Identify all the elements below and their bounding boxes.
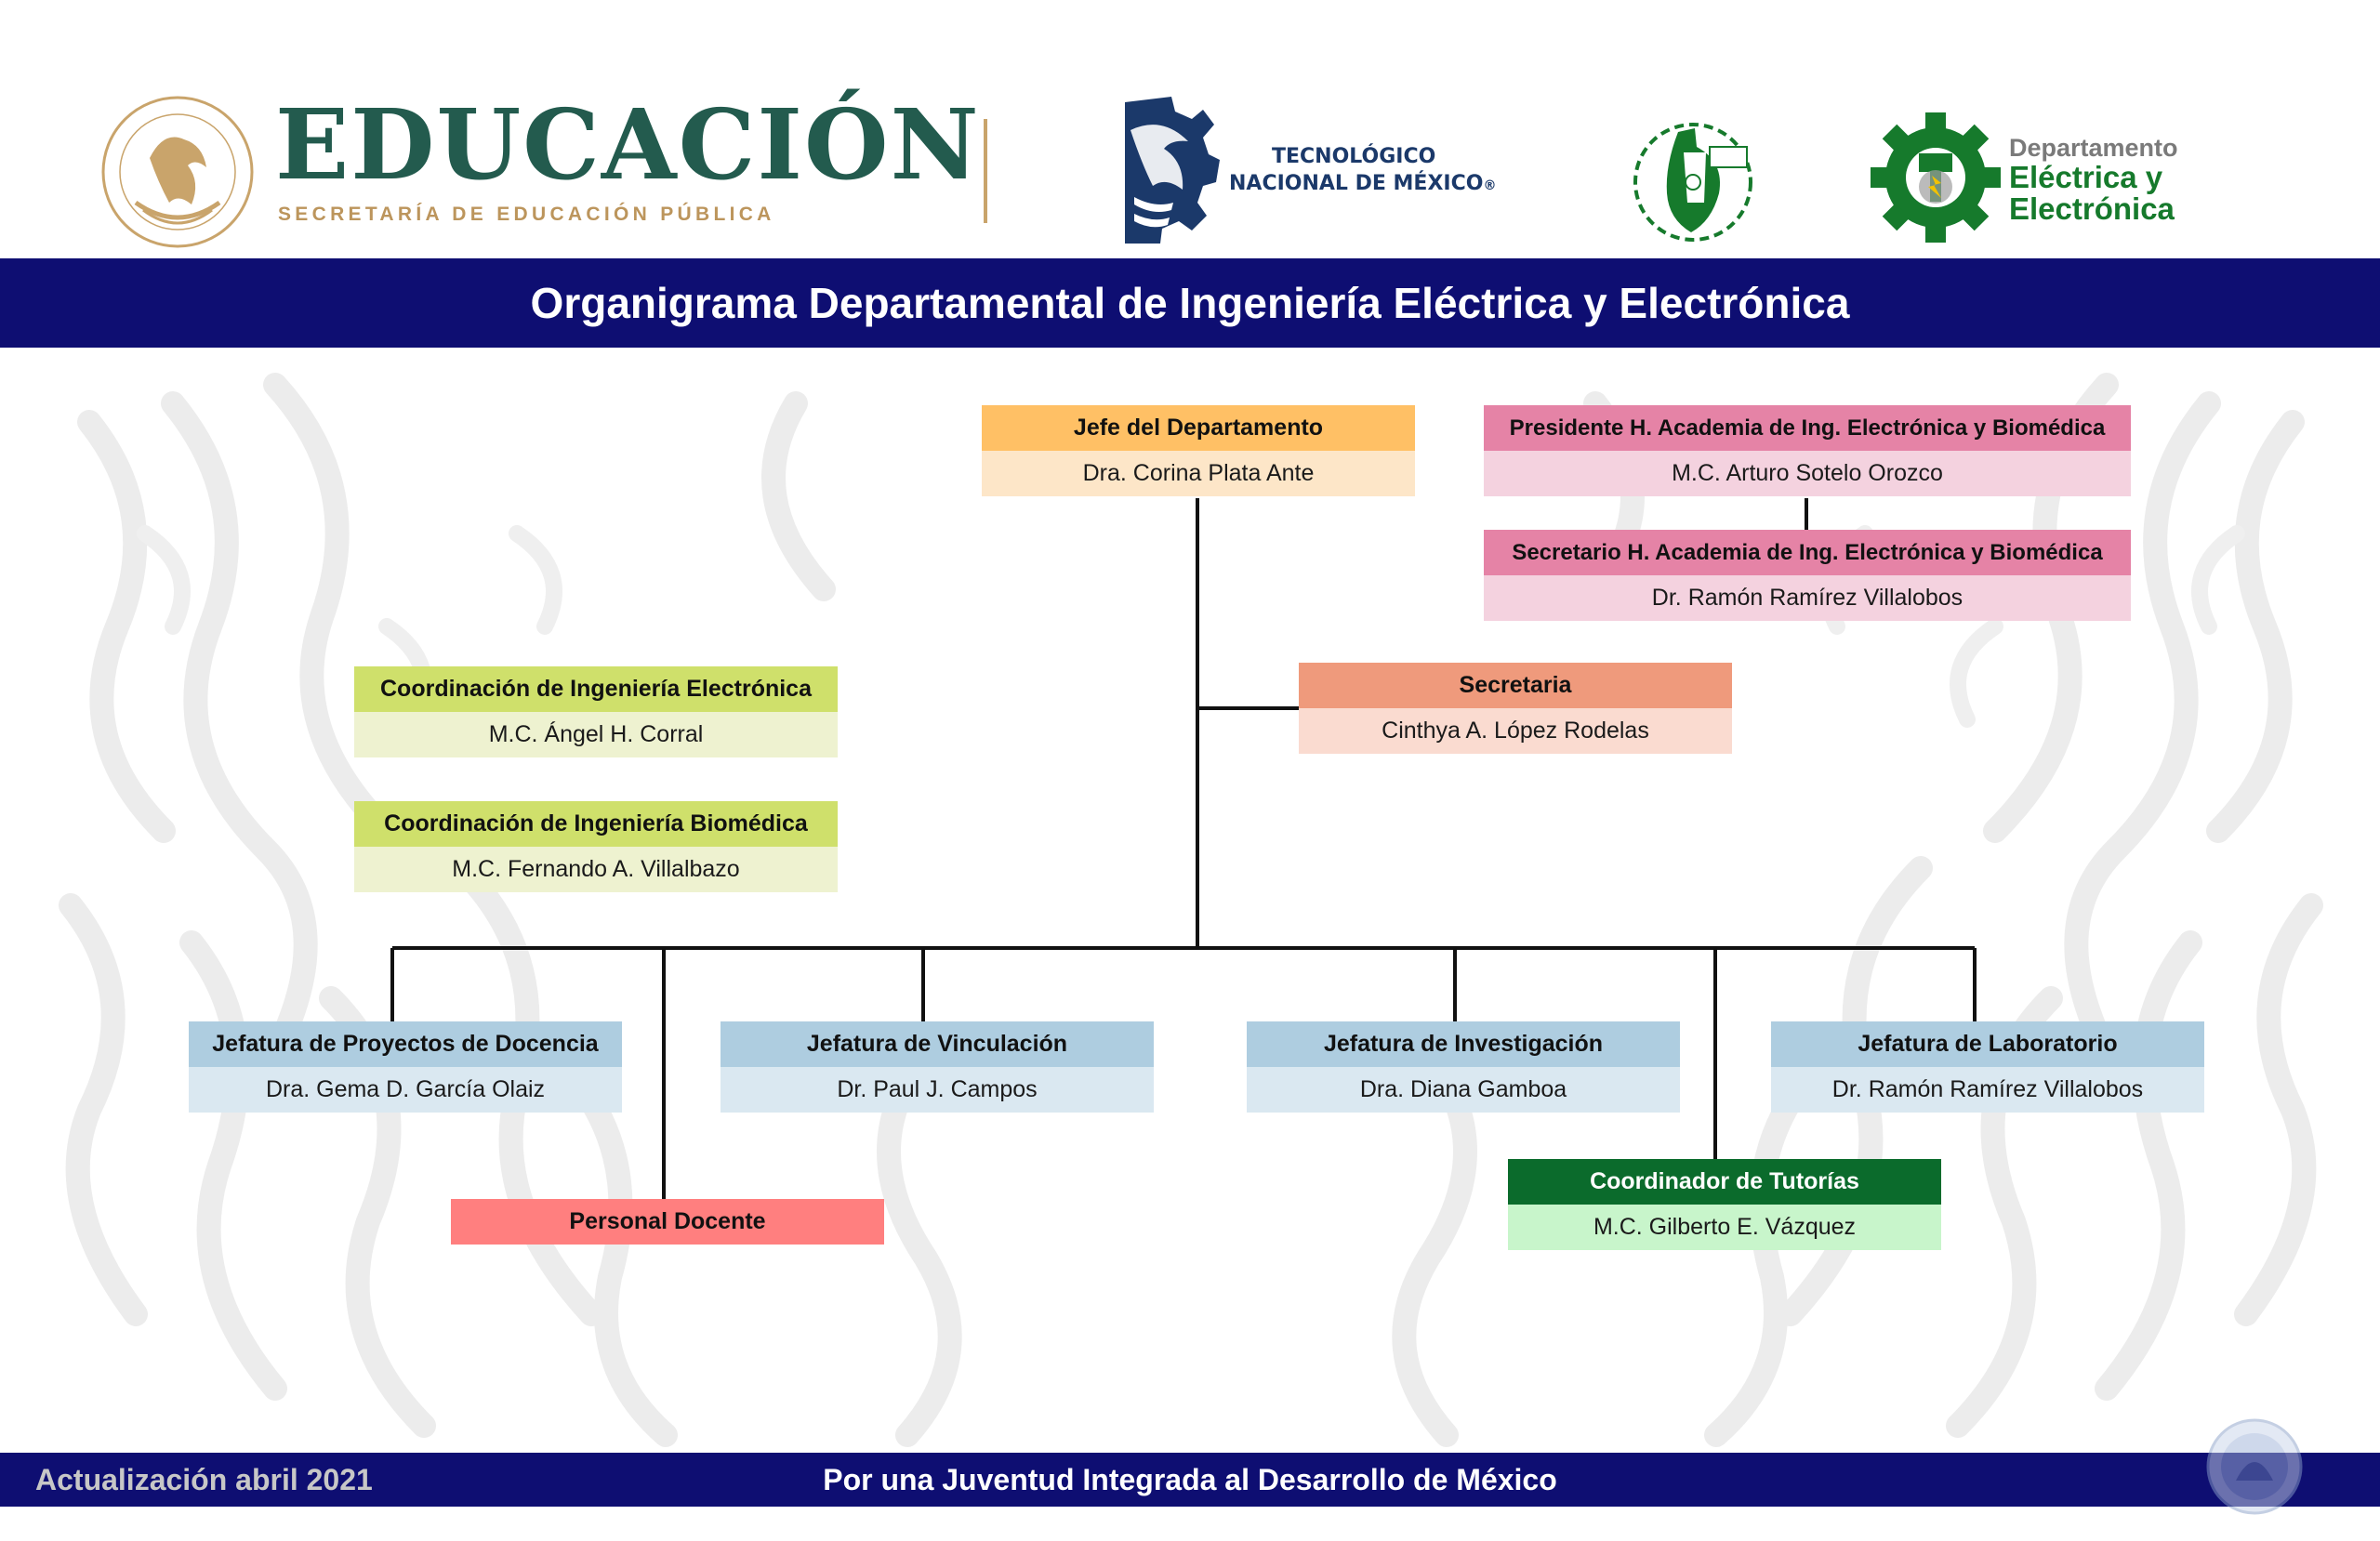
node-coordinacion-electronica — [354, 666, 838, 757]
node-role: Coordinación de Ingeniería Electrónica — [354, 666, 838, 712]
node-name: Dra. Diana Gamboa — [1247, 1067, 1680, 1113]
node-name: Dr. Ramón Ramírez Villalobos — [1484, 575, 2131, 621]
page-title: Organigrama Departamental de Ingeniería Eléctrica y Electrónica — [0, 258, 2380, 348]
node-jefatura-vinculacion — [721, 1021, 1154, 1113]
node-personal-docente — [451, 1199, 884, 1245]
node-coordinador-tutorias — [1508, 1159, 1941, 1250]
node-name: Dr. Ramón Ramírez Villalobos — [1771, 1067, 2204, 1113]
node-secretario-academia — [1484, 530, 2131, 621]
node-name: M.C. Ángel H. Corral — [354, 712, 838, 757]
node-role: Jefe del Departamento — [982, 405, 1415, 451]
node-role: Coordinación de Ingeniería Biomédica — [354, 801, 838, 847]
department-line-3: Electrónica — [2009, 191, 2175, 226]
node-role: Jefatura de Vinculación — [721, 1021, 1154, 1067]
node-coordinacion-biomedica — [354, 801, 838, 892]
education-wordmark: EDUCACIÓN — [275, 87, 981, 202]
tecnm-registered-mark: ® — [1483, 178, 1497, 193]
node-secretaria — [1299, 663, 1732, 754]
node-name: M.C. Gilberto E. Vázquez — [1508, 1205, 1941, 1250]
node-jefatura-docencia — [189, 1021, 622, 1113]
department-line-2: Eléctrica y — [2009, 160, 2163, 194]
node-role: Jefatura de Proyectos de Docencia — [189, 1021, 622, 1067]
node-role: Personal Docente — [451, 1199, 884, 1245]
footer-motto: Por una Juventud Integrada al Desarrollo de México — [823, 1463, 1557, 1496]
node-name: M.C. Arturo Sotelo Orozco — [1484, 451, 2131, 496]
node-jefatura-investigacion — [1247, 1021, 1680, 1113]
tecnm-line-1: TECNOLÓGICO — [1272, 145, 1436, 168]
node-role: Coordinador de Tutorías — [1508, 1159, 1941, 1205]
node-role: Jefatura de Laboratorio — [1771, 1021, 2204, 1067]
node-name: Dra. Gema D. García Olaiz — [189, 1067, 622, 1113]
node-jefatura-laboratorio — [1771, 1021, 2204, 1113]
education-subtitle: SECRETARÍA DE EDUCACIÓN PÚBLICA — [278, 204, 775, 225]
department-line-1: Departamento — [2009, 134, 2178, 162]
footer-updated: Actualización abril 2021 — [35, 1463, 373, 1496]
footer-band — [0, 1453, 2380, 1507]
node-role: Secretario H. Academia de Ing. Electrónica y Biomédica — [1484, 530, 2131, 575]
node-name: M.C. Fernando A. Villalbazo — [354, 847, 838, 892]
node-name: Dra. Corina Plata Ante — [982, 451, 1415, 496]
institution-emblem-icon — [2203, 1416, 2306, 1518]
tecnm-line-2: NACIONAL DE MÉXICO — [1229, 172, 1484, 195]
node-role: Presidente H. Academia de Ing. Electrónica y Biomédica — [1484, 405, 2131, 451]
node-presidente-academia — [1484, 405, 2131, 496]
node-role: Jefatura de Investigación — [1247, 1021, 1680, 1067]
node-name: Cinthya A. López Rodelas — [1299, 708, 1732, 754]
node-jefe-departamento — [982, 405, 1415, 496]
node-name: Dr. Paul J. Campos — [721, 1067, 1154, 1113]
node-role: Secretaria — [1299, 663, 1732, 708]
